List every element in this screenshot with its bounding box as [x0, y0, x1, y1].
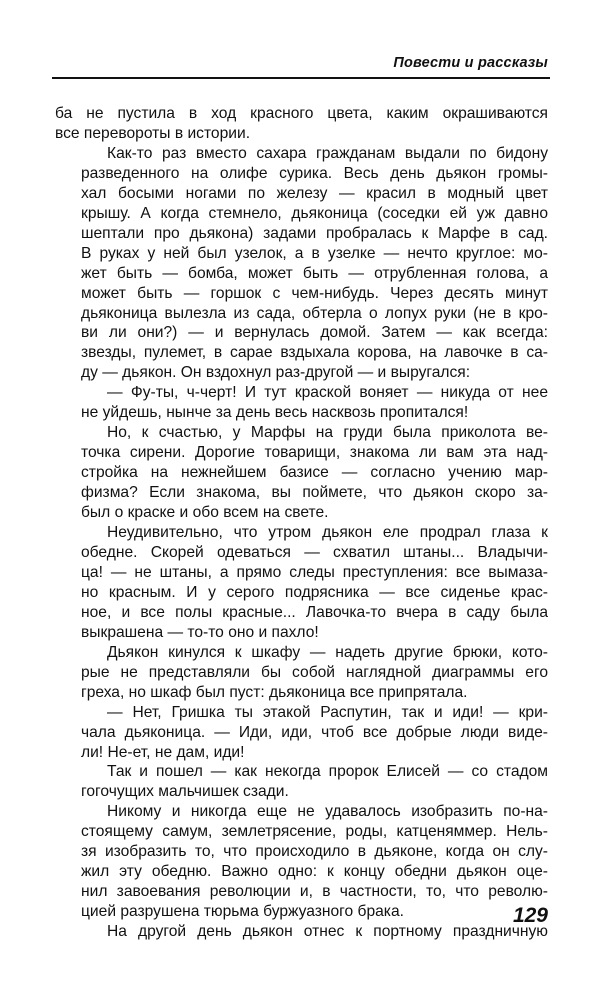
paragraph: [55, 762, 548, 802]
text-line: но красным. И у серого подрясника — все сиденье крас-: [81, 583, 548, 601]
text-line: обедне. Скорей одеваться — схватил штаны... Владычи-: [81, 543, 548, 561]
header-rule: [52, 77, 550, 79]
running-head: Повести и рассказы: [393, 55, 548, 71]
text-line: Дьякон кинулся к шкафу — надеть другие брюки, кото-: [107, 643, 548, 661]
paragraph: [55, 643, 548, 703]
text-line: гогочущих мальчишек сзади.: [81, 783, 289, 801]
text-line: ду — дьякон. Он вздохнул раз-другой — и выругался:: [81, 364, 471, 382]
text-line: На другой день дьякон отнес к портному праздничную: [107, 923, 548, 941]
text-line: нил завоевания революции и, в частности, то, что револю-: [81, 883, 548, 901]
text-line: был о краске и обо всем на свете.: [81, 504, 329, 522]
text-line: все перевороты в истории.: [55, 124, 251, 142]
text-line: физма? Если знакома, вы поймете, что дьякон скоро за-: [81, 484, 548, 502]
paragraph: [55, 104, 548, 144]
text-line: звезды, пулемет, в сарае вздыхала корова, на лавочке в са-: [81, 344, 548, 362]
text-line: жил эту обедню. Важно одно: к концу обедни дьякон оце-: [81, 863, 548, 881]
paragraph: [55, 383, 548, 423]
text-line: ба не пустила в ход красного цвета, каким окрашиваются: [55, 105, 548, 122]
text-line: шептали про дьякона) задами пробралась к Марфе в сад.: [81, 224, 548, 242]
text-line: греха, но шкаф был пуст: дьяконица все припрятала.: [81, 683, 468, 701]
text-line: Никому и никогда еще не удавалось изобразить по-на-: [107, 803, 548, 821]
text-line: крышу. А когда стемнело, дьяконица (соседки ей уж давно: [81, 204, 548, 222]
text-line: не уйдешь, нынче за день весь насквозь пропитался!: [81, 404, 469, 422]
text-line: Но, к счастью, у Марфы на груди была приколота ве-: [107, 424, 548, 442]
text-line: может быть — горшок с чем-нибудь. Через десять минут: [81, 284, 548, 302]
text-line: дьяконица вылезла из сада, обтерла о лопух руки (не в кро-: [81, 304, 548, 322]
text-line: зя изобразить то, что происходило в дьяконе, когда он слу-: [81, 843, 548, 861]
text-line: ное, и все полы красные... Лавочка-то вчера в саду была: [81, 603, 548, 621]
paragraph: [55, 802, 548, 922]
text-line: хал босыми ногами по железу — красил в модный цвет: [81, 184, 548, 202]
paragraph: [55, 423, 548, 523]
text-line: стройка на нежнейшем базисе — согласно учению мар-: [81, 464, 548, 482]
text-line: чала дьяконица. — Иди, иди, чтоб все добрые люди виде-: [81, 723, 548, 741]
text-line: — Фу-ты, ч-черт! И тут краской воняет — никуда от нее: [107, 384, 548, 402]
text-line: цией разрушена тюрьма буржуазного брака.: [81, 903, 404, 921]
text-line: стоящему самум, землетрясение, роды, катценяммер. Нель-: [81, 823, 548, 841]
text-line: точка сирени. Дорогие товарищи, знакома ли вам эта над-: [81, 444, 548, 462]
text-line: ви ли они?) — и вернулась домой. Затем — как всегда:: [81, 324, 548, 342]
paragraph: [55, 922, 548, 942]
text-line: ли! Не-ет, не дам, иди!: [81, 743, 245, 761]
page-number: 129: [512, 904, 548, 927]
text-line: рые не представляли бы собой наглядной диаграммы его: [81, 663, 548, 681]
text-line: выкрашена — то-то оно и пахло!: [81, 623, 319, 641]
text-line: жет быть — бомба, может быть — отрубленная голова, а: [81, 264, 548, 282]
paragraph: [55, 523, 548, 643]
text-line: Так и пошел — как некогда пророк Елисей — со стадом: [107, 763, 548, 781]
text-line: — Нет, Гришка ты этакой Распутин, так и иди! — кри-: [107, 703, 548, 721]
paragraph: [55, 144, 548, 383]
text-line: Неудивительно, что утром дьякон еле продрал глаза к: [107, 524, 548, 542]
paragraph: [55, 703, 548, 763]
text-line: В руках у ней был узелок, а в узелке — нечто круглое: мо-: [81, 244, 548, 262]
text-line: Как-то раз вместо сахара гражданам выдали по бидону: [107, 144, 548, 162]
text-line: разведенного на олифе сурика. Весь день дьякон громы-: [81, 164, 548, 182]
text-line: ца! — не штаны, а прямо следы преступления: все вымаза-: [81, 563, 548, 581]
body-text: [55, 104, 548, 942]
